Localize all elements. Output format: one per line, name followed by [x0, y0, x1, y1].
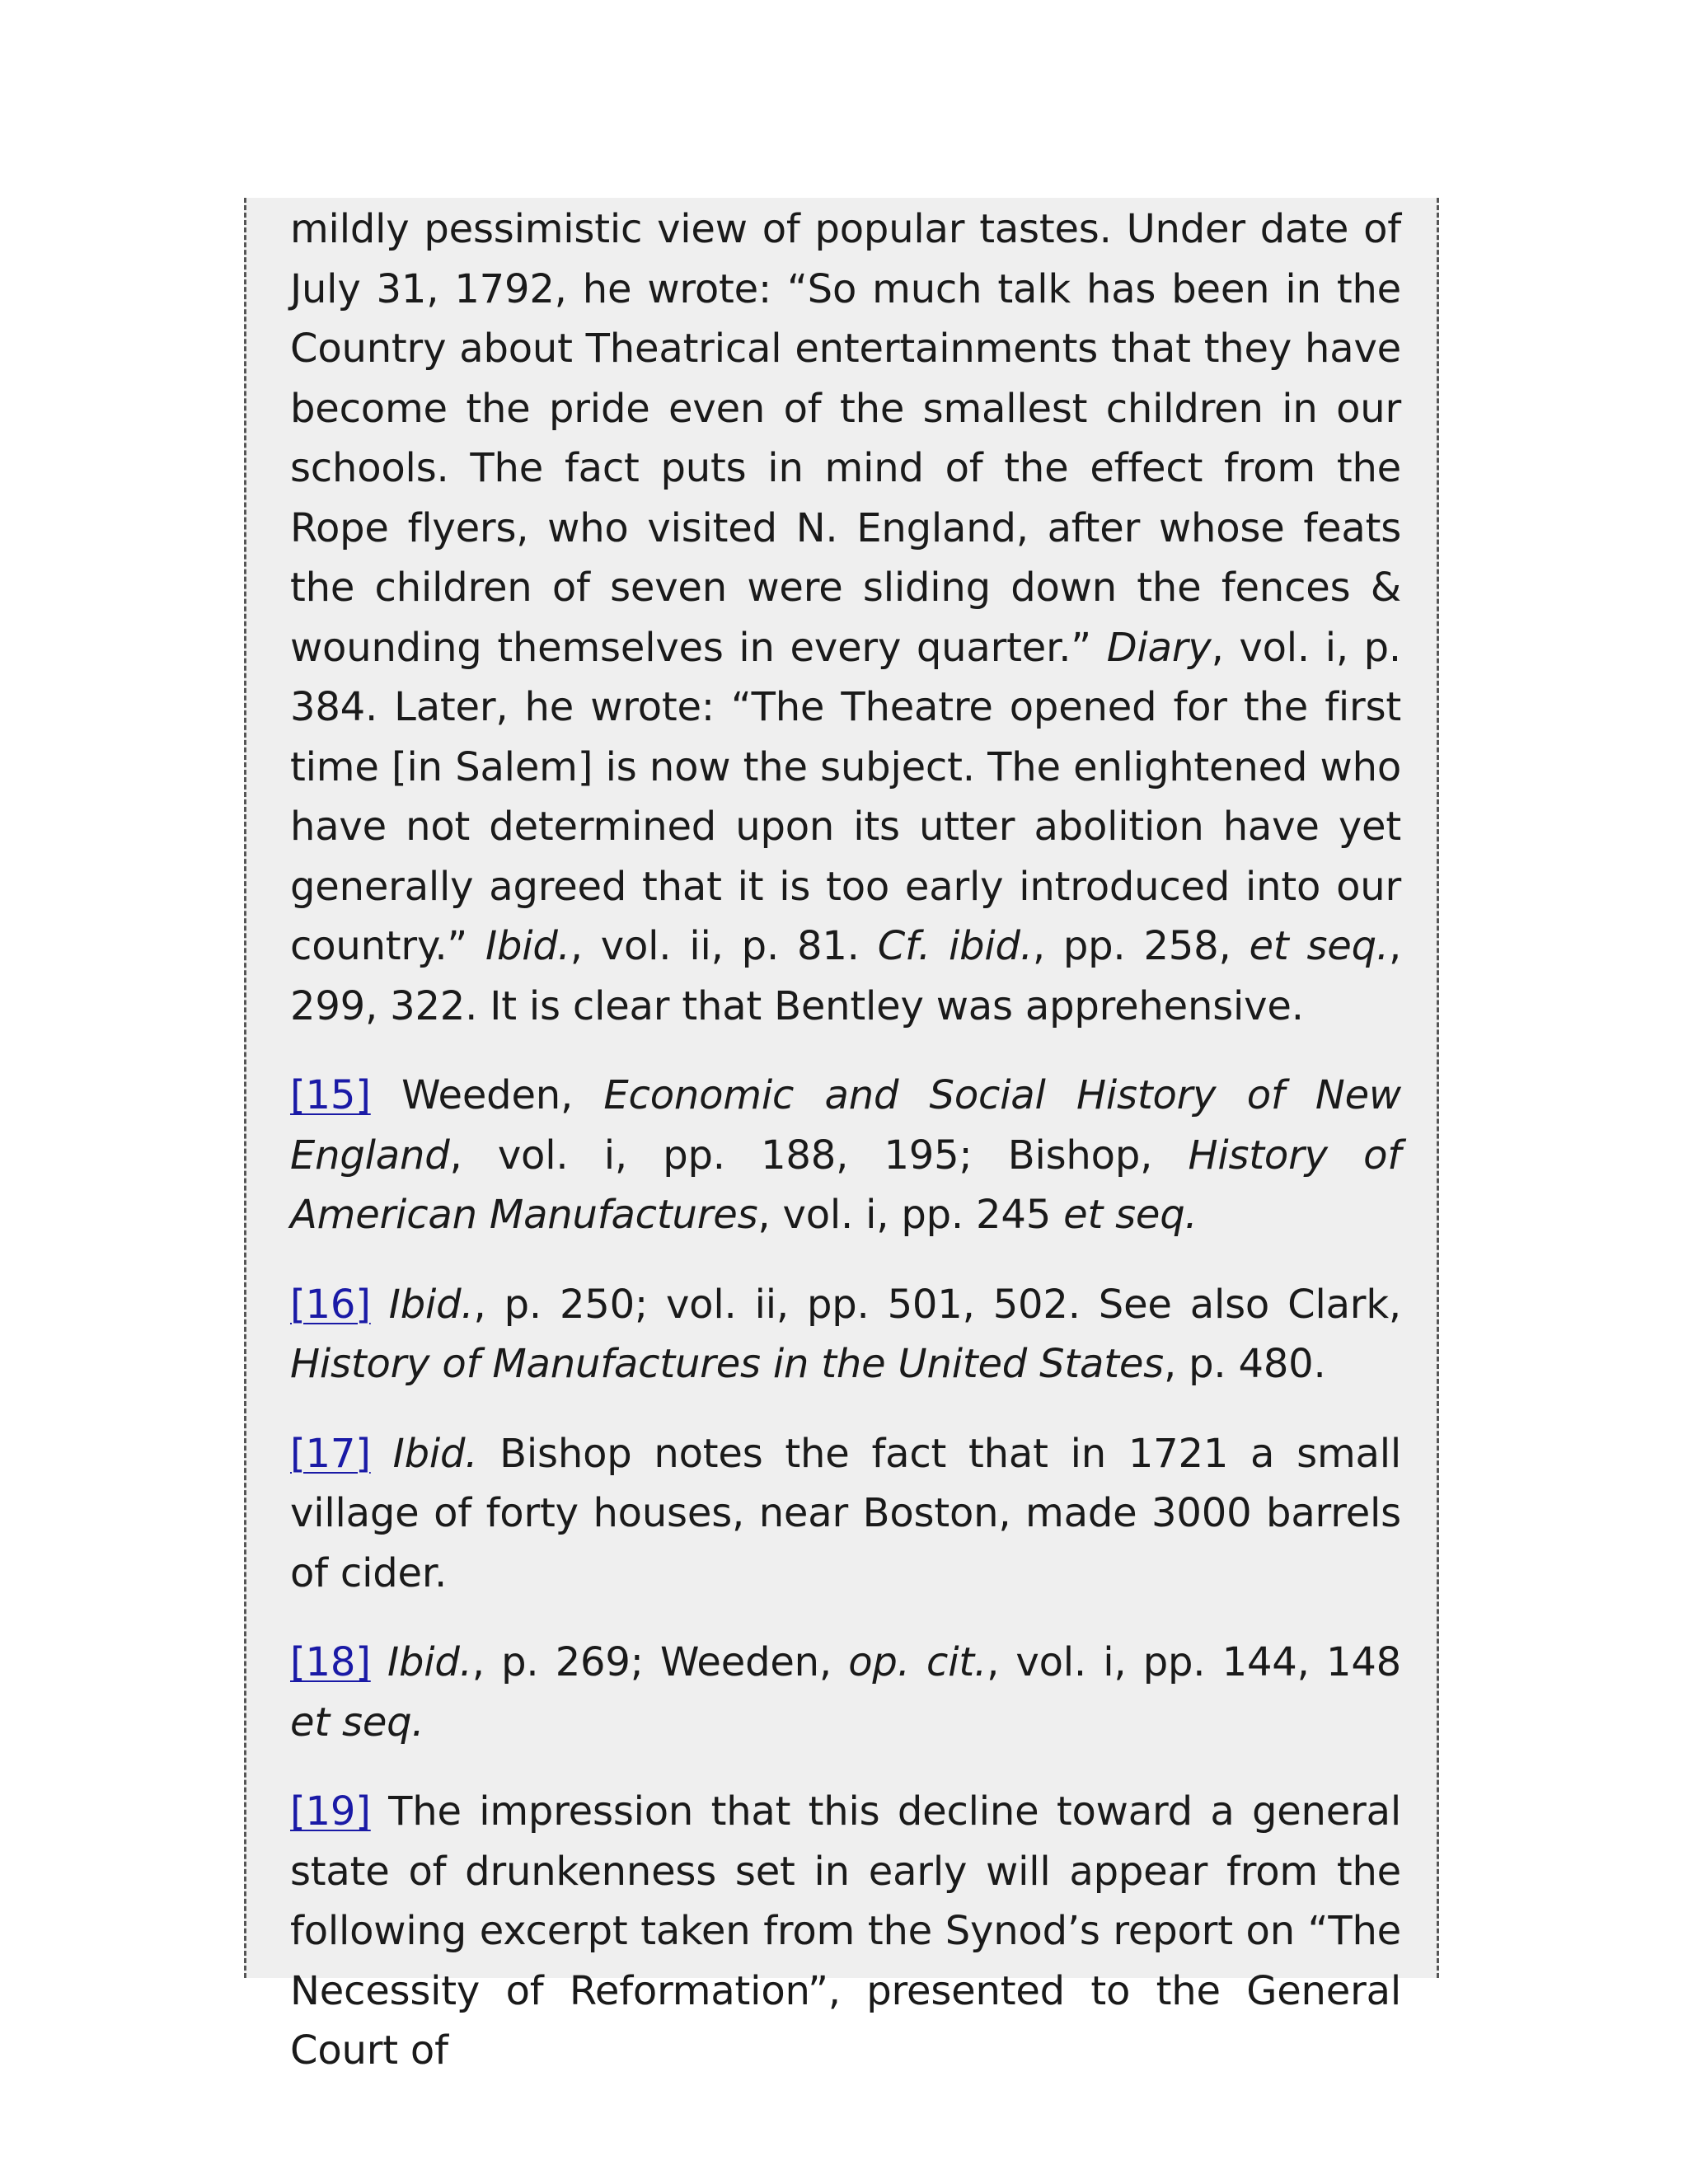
footnote-ref-link[interactable]: [17]	[290, 1430, 371, 1477]
text: , vol. ii, p. 81.	[570, 923, 860, 969]
italic-text: History of Manufactures in the United States	[290, 1341, 1164, 1387]
italic-text: Cf. ibid.	[877, 923, 1033, 969]
footnote-19	[290, 1782, 1401, 2081]
footnote-continued	[290, 199, 1401, 1036]
text	[371, 1639, 387, 1685]
footnote-15	[290, 1066, 1401, 1245]
text: mildly pessimistic view of popular tastes. Under date of July 31, 1792, he wrote: “So much talk has been in the Country about Theatrical entertainments that they have become the pride even of the smallest children in our schools. The fact puts in mind of the effect from the Rope flyers, who visited N. England, after whose feats the children of seven were sliding down the fences & wounding themselves in every quarter.”	[290, 206, 1401, 671]
text: , vol. i, pp. 188, 195; Bishop,	[449, 1132, 1189, 1179]
italic-text: Ibid.	[392, 1430, 478, 1477]
text: , vol. i, pp. 245	[757, 1192, 1064, 1238]
footnote-ref-link[interactable]: [18]	[290, 1639, 371, 1685]
italic-text: op. cit.	[848, 1639, 987, 1685]
page-panel	[244, 198, 1439, 2074]
text: Bishop notes the fact that in 1721 a small village of forty houses, near Boston, made 3000 barrels of cider.	[290, 1430, 1401, 1596]
footnote-ref-link[interactable]: [16]	[290, 1281, 371, 1328]
text: , pp. 258,	[1032, 923, 1231, 969]
text: , vol. i, pp. 144, 148	[987, 1639, 1402, 1685]
italic-text: Economic and Social History of New England	[290, 1072, 1401, 1179]
footnote-18	[290, 1633, 1401, 1752]
italic-text: et seq.	[290, 1699, 424, 1746]
text	[371, 1282, 389, 1328]
text: , 299, 322. It is clear that Bentley was apprehensive.	[290, 923, 1402, 1029]
italic-text: History of American Manufactures	[290, 1132, 1401, 1238]
italic-text: et seq.	[1249, 923, 1389, 969]
italic-text: Ibid.	[387, 1639, 472, 1685]
text	[371, 1431, 393, 1477]
italic-text: Ibid.	[388, 1281, 474, 1328]
text: , p. 480.	[1163, 1341, 1326, 1387]
text: , p. 250; vol. ii, pp. 501, 502. See also Clark,	[473, 1281, 1401, 1328]
italic-text: Diary	[1106, 624, 1212, 671]
footnote-16	[290, 1275, 1401, 1394]
text: , vol. i, p. 384. Later, he wrote: “The Theatre opened for the first time [in Salem] is now the subject. The enlightened who have not determined upon its utter abolition have yet generally agreed that it is too early introduced into our country.”	[290, 624, 1401, 969]
text: , p. 269; Weeden,	[471, 1639, 849, 1685]
italic-text: et seq.	[1063, 1192, 1198, 1238]
footnote-ref-link[interactable]: [15]	[290, 1072, 371, 1118]
footnote-ref-link[interactable]: [19]	[290, 1788, 371, 1835]
text: The impression that this decline toward a general state of drunkenness set in early will appear from the following excerpt taken from the Synod’s report on “The Necessity of Reformation”, presented to the General Court of	[290, 1788, 1401, 2074]
italic-text: Ibid.	[485, 923, 570, 969]
footnote-17	[290, 1424, 1401, 1604]
footnotes-content	[290, 198, 1401, 2081]
text: Weeden,	[370, 1072, 604, 1118]
